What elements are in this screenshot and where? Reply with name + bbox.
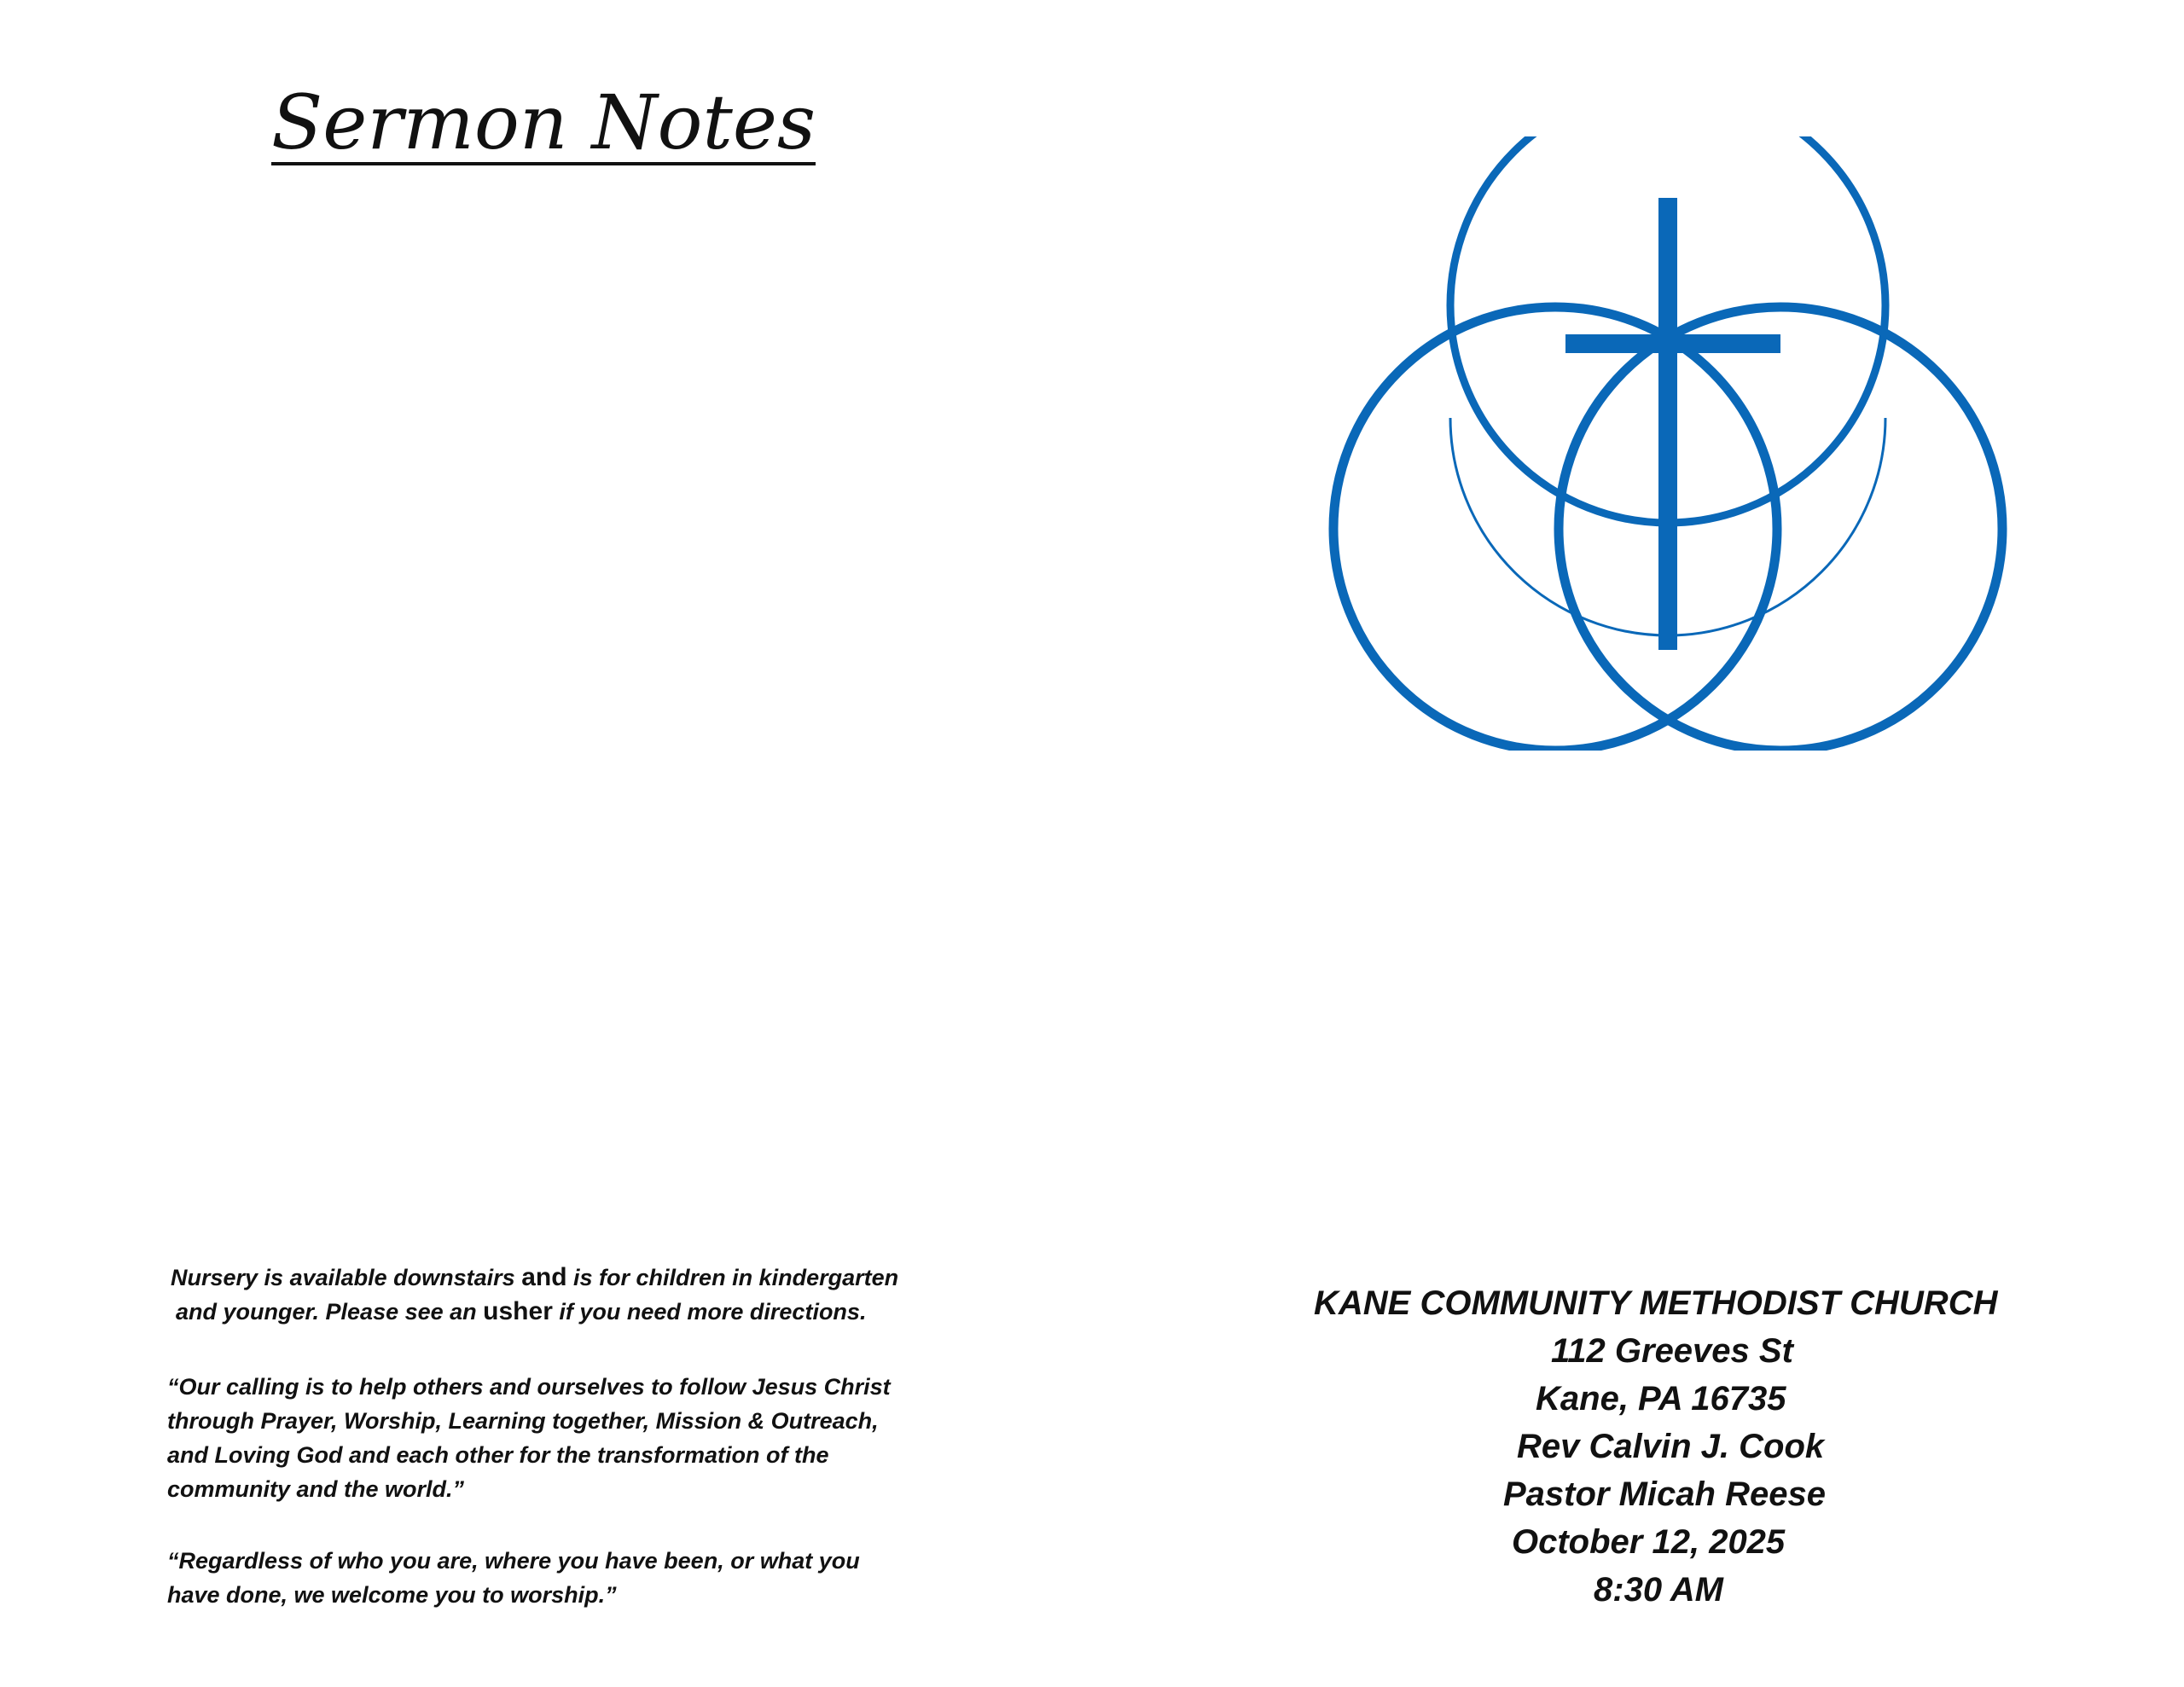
church-pastor-1: Rev Calvin J. Cook	[1517, 1428, 1825, 1465]
nursery-text-2: is for children in kindergarten	[566, 1265, 899, 1290]
church-city: Kane, PA 16735	[1536, 1380, 1786, 1417]
nursery-text-4: if you need more directions.	[552, 1299, 867, 1325]
welcome-line: have done, we welcome you to worship.”	[167, 1582, 617, 1608]
nursery-notice	[171, 1261, 956, 1329]
service-time: 8:30 AM	[1594, 1571, 1723, 1609]
nursery-text-3: and younger. Please see an	[176, 1299, 484, 1325]
nursery-emphasis-usher: usher	[483, 1297, 553, 1325]
service-date: October 12, 2025	[1512, 1523, 1786, 1561]
nursery-emphasis-and: and	[521, 1263, 567, 1291]
calling-line: community and the world.”	[167, 1476, 465, 1502]
nursery-line-1	[171, 1261, 956, 1295]
logo-cross-horizontal	[1565, 334, 1780, 353]
welcome-line: “Regardless of who you are, where you have been, or what you	[167, 1548, 860, 1574]
calling-line: through Prayer, Worship, Learning together, Mission & Outreach,	[167, 1408, 879, 1434]
church-pastor-2: Pastor Micah Reese	[1503, 1475, 1826, 1513]
nursery-text-1: Nursery is available downstairs	[171, 1265, 522, 1290]
calling-line: “Our calling is to help others and ourselves to follow Jesus Christ	[167, 1374, 891, 1400]
church-name: KANE COMMUNITY METHODIST CHURCH	[1314, 1284, 1998, 1322]
church-info-block	[1314, 1279, 2065, 1614]
calling-line: and Loving God and each other for the transformation of the	[167, 1442, 829, 1468]
nursery-line-2	[171, 1295, 956, 1329]
logo-cross-vertical	[1658, 198, 1677, 650]
welcome-statement	[167, 1544, 952, 1612]
calling-statement	[167, 1370, 952, 1506]
church-street: 112 Greeves St	[1551, 1332, 1793, 1370]
cross-and-three-circles-logo	[1327, 136, 2009, 751]
sermon-notes-heading: Sermon Notes	[271, 78, 816, 166]
